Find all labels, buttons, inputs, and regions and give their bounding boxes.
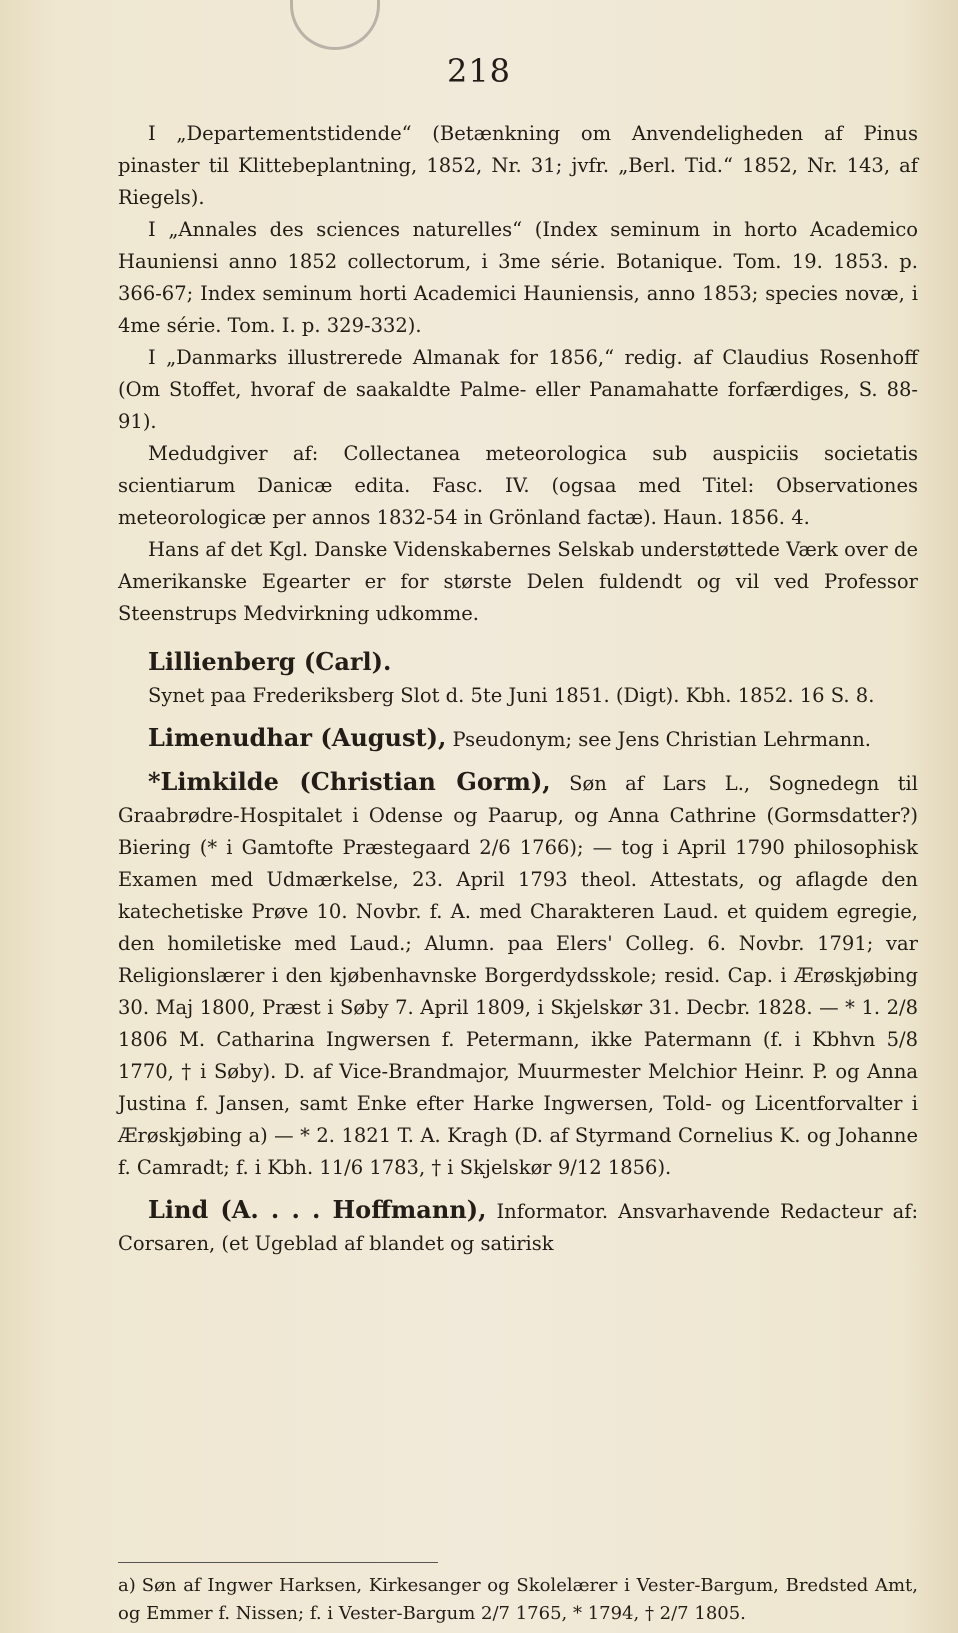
footnotes xyxy=(118,1572,918,1628)
page-number: 218 xyxy=(446,52,512,90)
entry-text: Synet paa Frederiksberg Slot d. 5te Juni 1851. (Digt). Kbh. 1852. 16 S. 8. xyxy=(148,684,875,707)
entry xyxy=(118,766,918,1184)
footnote-mark: a) xyxy=(118,1575,136,1596)
entry xyxy=(118,1194,918,1260)
entry-heading: Lind (A. . . . Hoffmann), xyxy=(148,1195,487,1224)
entry-heading: *Limkilde (Christian Gorm), xyxy=(148,767,551,796)
entry xyxy=(118,646,918,680)
entry-heading: Limenudhar (August), xyxy=(148,723,447,752)
paragraph: Hans af det Kgl. Danske Videnskabernes Selskab understøttede Værk over de Amerikanske Egearter er for største Delen fuldendt og vil ved Professor Steenstrups Medvirkning udkomme. xyxy=(118,538,918,625)
paragraph: I „Departementstidende“ (Betænkning om Anvendeligheden af Pinus pinaster til Klittebeplantning, 1852, Nr. 31; jvfr. „Berl. Tid.“ 1852, Nr. 143, af Riegels). xyxy=(118,122,918,209)
entry-text: Søn af Lars L., Sognedegn til Graabrødre-Hospitalet i Odense og Paarup, og Anna Cathrine (Gormsdatter?) Biering (* i Gamtofte Præstegaard 2/6 1766); — tog i April 1790 philosophisk Examen med Udmærkelse, 23. April 1793 theol. Attestats, og aflagde den katechetiske Prøve 10. Novbr. f. A. med Charakteren Laud. et quidem egregie, den homiletiske med Laud.; Alumn. paa Elers' Colleg. 6. Novbr. 1791; var Religionslærer i den kjøbenhavnske Borgerdydsskole; resid. Cap. i Ærøskjøbing 30. Maj 1800, Præst i Søby 7. April 1809, i Skjelskør 31. Decbr. 1828. — * 1. 2/8 1806 M. Catharina Ingwersen f. Petermann, ikke Patermann (f. i Kbhvn 5/8 1770, † i Søby). D. af Vice-Brandmajor, Muurmester Melchior Heinr. P. og Anna Justina f. Jansen, samt Enke efter Harke Ingwersen, Told- og Licentforvalter i Ærøskjøbing a) — * 2. 1821 T. A. Kragh (D. af Styrmand Cornelius K. og Johanne f. Camradt; f. i Kbh. 11/6 1783, † i Skjelskør 9/12 1856). xyxy=(118,772,919,1179)
entry-text: Pseudonym; see Jens Christian Lehrmann. xyxy=(452,728,871,751)
footnote-text: Søn af Ingwer Harksen, Kirkesanger og Skolelærer i Vester-Bargum, Bredsted Amt, og Emmer f. Nissen; f. i Vester-Bargum 2/7 1765, * 1794, † 2/7 1805. xyxy=(118,1575,918,1624)
paragraph: Medudgiver af: Collectanea meteorologica sub auspiciis societatis scientiarum Danicæ edita. Fasc. IV. (ogsaa med Titel: Observationes meteorologicæ per annos 1832-54 in Grönland factæ). Haun. 1856. 4. xyxy=(118,442,918,529)
body-text xyxy=(118,118,918,1260)
footnote-divider xyxy=(118,1562,438,1563)
paragraph: I „Annales des sciences naturelles“ (Index seminum in horto Academico Hauniensi anno 1852 collectorum, i 3me série. Botanique. Tom. 19. 1853. p. 366-67; Index seminum horti Academici Hauniensis, anno 1853; species novæ, i 4me série. Tom. I. p. 329-332). xyxy=(118,218,918,337)
paragraph: I „Danmarks illustrerede Almanak for 1856,“ redig. af Claudius Rosenhoff (Om Stoffet, hvoraf de saakaldte Palme- eller Panamahatte forfærdiges, S. 88-91). xyxy=(118,346,918,433)
paper-clip-mark xyxy=(290,0,380,50)
entry-heading: Lillienberg (Carl). xyxy=(148,647,392,676)
entry xyxy=(118,722,918,756)
entry-text: Informator. Ansvarhavende Redacteur af: Corsaren, (et Ugeblad af blandet og satirisk xyxy=(118,1200,919,1255)
footnote xyxy=(118,1572,918,1628)
